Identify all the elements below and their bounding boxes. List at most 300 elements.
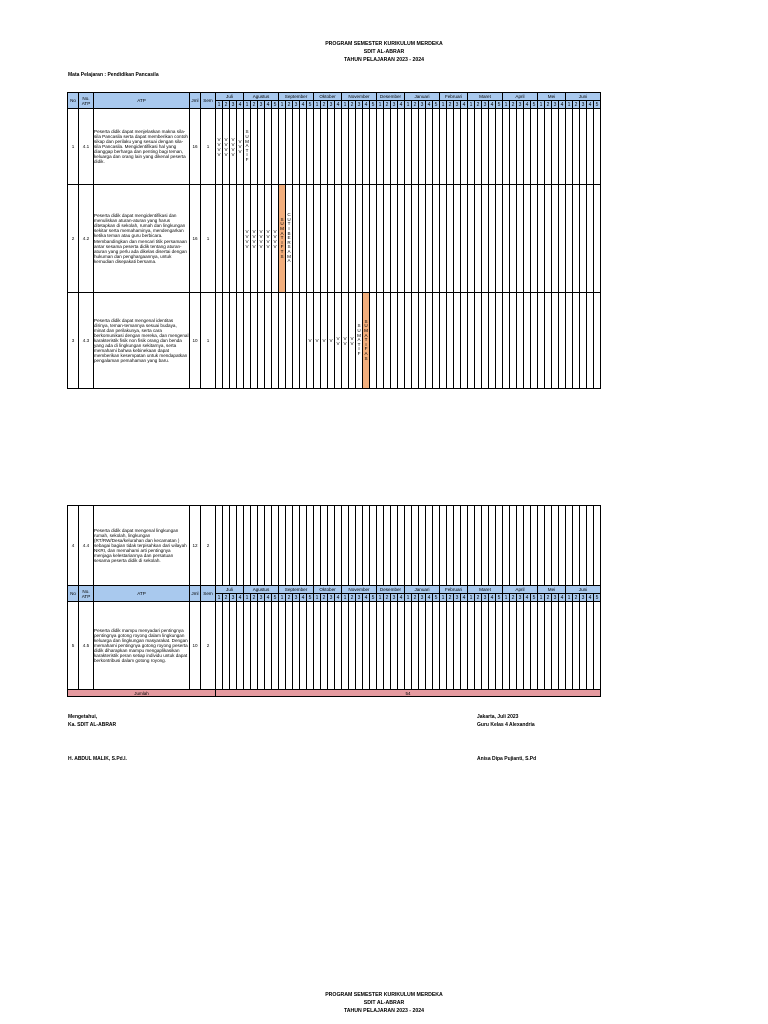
week-cell bbox=[391, 506, 398, 586]
week-cell bbox=[587, 293, 594, 389]
week-cell bbox=[349, 602, 356, 690]
week-number: 3 bbox=[454, 594, 461, 602]
week-cell: V V V V bbox=[251, 185, 258, 293]
week-cell bbox=[503, 109, 510, 185]
week-cell bbox=[384, 602, 391, 690]
week-number: 3 bbox=[419, 594, 426, 602]
week-number: 1 bbox=[440, 594, 447, 602]
month-header: Maret bbox=[468, 586, 503, 594]
month-header: November bbox=[342, 93, 377, 101]
col-no: No bbox=[68, 93, 79, 109]
week-cell: S U M A T I F bbox=[244, 109, 251, 185]
week-cell bbox=[454, 602, 461, 690]
week-number: 1 bbox=[377, 101, 384, 109]
week-number: 5 bbox=[594, 594, 601, 602]
week-number: 2 bbox=[384, 594, 391, 602]
week-cell bbox=[552, 506, 559, 586]
week-cell bbox=[440, 506, 447, 586]
week-cell bbox=[307, 185, 314, 293]
week-cell bbox=[356, 602, 363, 690]
week-number: 4 bbox=[587, 594, 594, 602]
week-number: 2 bbox=[545, 101, 552, 109]
week-cell bbox=[286, 293, 293, 389]
hours-count: 10 bbox=[190, 293, 201, 389]
semester: 2 bbox=[201, 506, 216, 586]
week-number: 4 bbox=[559, 594, 566, 602]
month-header: Mei bbox=[538, 93, 566, 101]
week-cell bbox=[321, 109, 328, 185]
week-number: 1 bbox=[566, 594, 573, 602]
week-cell bbox=[496, 506, 503, 586]
week-cell bbox=[314, 506, 321, 586]
atp-number: 4.1 bbox=[79, 109, 94, 185]
week-number: 3 bbox=[552, 101, 559, 109]
week-cell bbox=[328, 602, 335, 690]
week-cell bbox=[524, 506, 531, 586]
week-cell bbox=[454, 506, 461, 586]
week-number: 2 bbox=[412, 101, 419, 109]
week-cell bbox=[279, 109, 286, 185]
week-cell bbox=[412, 506, 419, 586]
week-cell bbox=[370, 109, 377, 185]
week-number: 4 bbox=[300, 594, 307, 602]
week-number: 2 bbox=[412, 594, 419, 602]
week-cell bbox=[517, 506, 524, 586]
week-number: 3 bbox=[230, 101, 237, 109]
week-cell bbox=[580, 506, 587, 586]
week-cell bbox=[559, 602, 566, 690]
week-cell bbox=[328, 185, 335, 293]
semester: 1 bbox=[201, 109, 216, 185]
week-number: 1 bbox=[314, 101, 321, 109]
week-cell bbox=[489, 109, 496, 185]
week-cell bbox=[573, 185, 580, 293]
week-cell bbox=[356, 506, 363, 586]
week-cell bbox=[454, 185, 461, 293]
month-header: Maret bbox=[468, 93, 503, 101]
document-title bbox=[0, 40, 768, 64]
week-cell bbox=[293, 293, 300, 389]
week-cell: V V bbox=[342, 293, 349, 389]
week-cell bbox=[545, 293, 552, 389]
week-cell bbox=[496, 185, 503, 293]
week-number: 4 bbox=[559, 101, 566, 109]
week-cell bbox=[363, 506, 370, 586]
week-cell bbox=[531, 109, 538, 185]
week-cell bbox=[538, 602, 545, 690]
week-cell bbox=[566, 185, 573, 293]
week-cell: V V V V bbox=[272, 185, 279, 293]
week-number: 3 bbox=[356, 594, 363, 602]
week-cell bbox=[538, 109, 545, 185]
week-cell bbox=[447, 506, 454, 586]
week-cell bbox=[321, 506, 328, 586]
week-cell bbox=[461, 293, 468, 389]
month-header: Juni bbox=[566, 586, 601, 594]
week-cell bbox=[573, 506, 580, 586]
week-cell bbox=[223, 506, 230, 586]
week-cell bbox=[258, 293, 265, 389]
approval-label: Mengetahui, bbox=[68, 714, 98, 720]
week-cell bbox=[342, 602, 349, 690]
col-no-atp: No. ATP bbox=[79, 586, 94, 602]
month-header: Oktober bbox=[314, 586, 342, 594]
week-cell bbox=[342, 506, 349, 586]
month-header: Mei bbox=[538, 586, 566, 594]
week-cell bbox=[419, 293, 426, 389]
col-sem: Sem bbox=[201, 93, 216, 109]
week-cell bbox=[545, 185, 552, 293]
week-cell bbox=[447, 293, 454, 389]
week-number: 3 bbox=[517, 594, 524, 602]
week-cell bbox=[482, 109, 489, 185]
atp-row bbox=[68, 293, 601, 389]
week-cell: S U M A T I F T S bbox=[279, 185, 286, 293]
week-cell bbox=[230, 506, 237, 586]
week-number: 2 bbox=[573, 101, 580, 109]
week-number: 3 bbox=[552, 594, 559, 602]
week-number: 4 bbox=[587, 101, 594, 109]
week-cell bbox=[258, 109, 265, 185]
week-number: 5 bbox=[594, 101, 601, 109]
week-cell bbox=[377, 185, 384, 293]
hours-count: 16 bbox=[190, 109, 201, 185]
atp-row bbox=[68, 109, 601, 185]
teacher-block bbox=[477, 713, 535, 729]
week-cell bbox=[265, 506, 272, 586]
week-number: 2 bbox=[475, 594, 482, 602]
week-cell bbox=[440, 109, 447, 185]
week-cell bbox=[454, 109, 461, 185]
week-number: 4 bbox=[237, 594, 244, 602]
week-number: 3 bbox=[293, 101, 300, 109]
week-cell bbox=[594, 602, 601, 690]
week-cell bbox=[223, 185, 230, 293]
week-cell bbox=[216, 185, 223, 293]
week-cell bbox=[237, 506, 244, 586]
month-header: September bbox=[279, 93, 314, 101]
col-no-atp: No. ATP bbox=[79, 93, 94, 109]
week-number: 1 bbox=[538, 594, 545, 602]
week-cell bbox=[251, 506, 258, 586]
week-number: 4 bbox=[524, 101, 531, 109]
week-cell bbox=[517, 602, 524, 690]
week-number: 1 bbox=[279, 101, 286, 109]
week-number: 1 bbox=[405, 594, 412, 602]
week-cell bbox=[433, 506, 440, 586]
month-header: Januari bbox=[405, 93, 440, 101]
week-number: 4 bbox=[335, 101, 342, 109]
week-number: 2 bbox=[545, 594, 552, 602]
week-number: 2 bbox=[447, 101, 454, 109]
row-number: 3 bbox=[68, 293, 79, 389]
week-number: 5 bbox=[496, 101, 503, 109]
month-header: Februari bbox=[440, 93, 468, 101]
week-cell bbox=[335, 185, 342, 293]
week-cell bbox=[405, 109, 412, 185]
week-number: 3 bbox=[356, 101, 363, 109]
week-cell bbox=[594, 506, 601, 586]
week-cell bbox=[559, 506, 566, 586]
week-cell bbox=[517, 185, 524, 293]
week-cell bbox=[419, 109, 426, 185]
atp-description: Peserta didik dapat mengenal lingkungan rumah, sekolah, lingkungan (RT/RW/Desa/kelurahan dan kecamatan ) sebagai bagian tidak terpisahkan dari wilayah NKRI, dan memahami arti pentingnya menjaga kelestariannya dan persatuan sesama peserta didik di sekolah. bbox=[94, 506, 190, 586]
week-number: 4 bbox=[461, 101, 468, 109]
week-cell bbox=[419, 506, 426, 586]
month-header: September bbox=[279, 586, 314, 594]
week-cell bbox=[321, 602, 328, 690]
atp-number: 4.3 bbox=[79, 293, 94, 389]
week-cell bbox=[300, 602, 307, 690]
week-cell bbox=[566, 109, 573, 185]
week-cell bbox=[244, 293, 251, 389]
week-cell bbox=[237, 185, 244, 293]
week-number: 4 bbox=[489, 594, 496, 602]
week-number: 1 bbox=[216, 594, 223, 602]
week-cell bbox=[538, 185, 545, 293]
week-cell: V bbox=[321, 293, 328, 389]
week-number: 3 bbox=[580, 594, 587, 602]
row-number: 5 bbox=[68, 602, 79, 690]
month-header: April bbox=[503, 586, 538, 594]
week-number: 5 bbox=[370, 594, 377, 602]
week-cell bbox=[419, 602, 426, 690]
week-number: 4 bbox=[524, 594, 531, 602]
week-cell bbox=[363, 602, 370, 690]
week-cell bbox=[307, 506, 314, 586]
week-number: 3 bbox=[258, 101, 265, 109]
week-cell: V V V bbox=[237, 109, 244, 185]
week-cell bbox=[573, 109, 580, 185]
approval-block bbox=[68, 713, 116, 729]
week-cell bbox=[398, 185, 405, 293]
week-cell bbox=[237, 602, 244, 690]
week-cell bbox=[342, 185, 349, 293]
week-cell bbox=[223, 602, 230, 690]
week-number: 1 bbox=[216, 101, 223, 109]
semester: 2 bbox=[201, 602, 216, 690]
week-cell bbox=[244, 506, 251, 586]
week-cell bbox=[503, 293, 510, 389]
week-number: 4 bbox=[461, 594, 468, 602]
week-cell bbox=[566, 293, 573, 389]
week-cell bbox=[307, 109, 314, 185]
week-number: 5 bbox=[307, 101, 314, 109]
week-number: 3 bbox=[258, 594, 265, 602]
title-line-3: TAHUN PELAJARAN 2023 - 2024 bbox=[343, 57, 425, 63]
col-no: No bbox=[68, 586, 79, 602]
week-cell bbox=[286, 602, 293, 690]
week-cell bbox=[545, 109, 552, 185]
week-number: 1 bbox=[468, 101, 475, 109]
week-cell bbox=[552, 602, 559, 690]
week-cell bbox=[272, 293, 279, 389]
week-cell bbox=[279, 506, 286, 586]
week-cell bbox=[265, 109, 272, 185]
week-cell bbox=[482, 293, 489, 389]
week-cell bbox=[370, 185, 377, 293]
week-cell: V V V V bbox=[230, 109, 237, 185]
schedule-table-page2 bbox=[67, 505, 601, 697]
week-cell bbox=[538, 293, 545, 389]
week-cell bbox=[321, 185, 328, 293]
week-cell bbox=[559, 293, 566, 389]
week-cell bbox=[580, 109, 587, 185]
week-cell bbox=[307, 602, 314, 690]
week-cell bbox=[517, 293, 524, 389]
week-cell bbox=[342, 109, 349, 185]
week-number: 1 bbox=[314, 594, 321, 602]
week-cell bbox=[468, 602, 475, 690]
week-cell bbox=[475, 109, 482, 185]
week-number: 2 bbox=[475, 101, 482, 109]
week-number: 3 bbox=[328, 594, 335, 602]
week-cell bbox=[447, 185, 454, 293]
week-cell bbox=[489, 185, 496, 293]
title-line-1: PROGRAM SEMESTER KURIKULUM MERDEKA bbox=[325, 992, 443, 998]
week-cell bbox=[531, 293, 538, 389]
atp-row bbox=[68, 185, 601, 293]
week-cell bbox=[524, 602, 531, 690]
week-cell bbox=[587, 506, 594, 586]
week-number: 1 bbox=[244, 594, 251, 602]
week-cell bbox=[258, 506, 265, 586]
row-number: 1 bbox=[68, 109, 79, 185]
week-cell bbox=[510, 185, 517, 293]
week-number: 3 bbox=[328, 101, 335, 109]
semester: 1 bbox=[201, 185, 216, 293]
week-number: 1 bbox=[244, 101, 251, 109]
week-number: 3 bbox=[391, 101, 398, 109]
week-cell bbox=[496, 109, 503, 185]
total-label: Jumlah bbox=[68, 690, 216, 697]
principal-title: Ka. SDIT AL-ABRAR bbox=[68, 722, 117, 728]
week-cell bbox=[230, 602, 237, 690]
week-number: 4 bbox=[426, 101, 433, 109]
week-cell bbox=[349, 506, 356, 586]
week-cell bbox=[412, 109, 419, 185]
week-cell bbox=[573, 602, 580, 690]
week-cell bbox=[503, 602, 510, 690]
month-header: Desember bbox=[377, 93, 405, 101]
week-cell bbox=[216, 602, 223, 690]
week-cell bbox=[594, 185, 601, 293]
week-number: 1 bbox=[405, 101, 412, 109]
week-cell bbox=[370, 506, 377, 586]
week-cell bbox=[475, 602, 482, 690]
week-number: 3 bbox=[580, 101, 587, 109]
month-header: Juli bbox=[216, 586, 244, 594]
col-jml: Jml bbox=[190, 586, 201, 602]
week-number: 2 bbox=[251, 594, 258, 602]
week-cell bbox=[468, 185, 475, 293]
title-line-1: PROGRAM SEMESTER KURIKULUM MERDEKA bbox=[325, 41, 443, 47]
week-cell bbox=[398, 109, 405, 185]
week-cell bbox=[440, 602, 447, 690]
week-cell bbox=[377, 109, 384, 185]
week-cell bbox=[300, 506, 307, 586]
week-cell bbox=[293, 109, 300, 185]
week-cell bbox=[454, 293, 461, 389]
week-cell bbox=[426, 506, 433, 586]
week-cell: V V V V bbox=[258, 185, 265, 293]
week-number: 2 bbox=[286, 594, 293, 602]
week-cell: V bbox=[314, 293, 321, 389]
week-cell bbox=[251, 602, 258, 690]
month-header: Agustus bbox=[244, 93, 279, 101]
week-cell: C U T I B E R S A M A bbox=[286, 185, 293, 293]
week-cell bbox=[398, 506, 405, 586]
week-number: 1 bbox=[503, 101, 510, 109]
week-cell bbox=[468, 506, 475, 586]
principal-name: H. ABDUL MALIK, S.Pd.I. bbox=[68, 756, 127, 762]
week-cell bbox=[566, 602, 573, 690]
semester: 1 bbox=[201, 293, 216, 389]
week-number: 2 bbox=[510, 101, 517, 109]
week-number: 3 bbox=[391, 594, 398, 602]
week-cell bbox=[489, 602, 496, 690]
week-cell bbox=[510, 506, 517, 586]
week-cell bbox=[398, 602, 405, 690]
week-cell bbox=[489, 293, 496, 389]
atp-number: 4.4 bbox=[79, 506, 94, 586]
month-header: April bbox=[503, 93, 538, 101]
week-cell bbox=[559, 185, 566, 293]
title-line-3: TAHUN PELAJARAN 2023 - 2024 bbox=[343, 1008, 425, 1014]
week-cell bbox=[426, 109, 433, 185]
week-cell bbox=[475, 293, 482, 389]
week-cell bbox=[461, 185, 468, 293]
week-cell bbox=[440, 293, 447, 389]
week-cell bbox=[377, 506, 384, 586]
week-cell bbox=[531, 506, 538, 586]
week-cell bbox=[433, 602, 440, 690]
atp-row bbox=[68, 602, 601, 690]
week-cell bbox=[580, 293, 587, 389]
week-cell bbox=[419, 185, 426, 293]
week-number: 4 bbox=[237, 101, 244, 109]
week-cell bbox=[510, 109, 517, 185]
week-cell bbox=[230, 185, 237, 293]
week-cell bbox=[258, 602, 265, 690]
week-number: 4 bbox=[300, 101, 307, 109]
week-cell bbox=[405, 506, 412, 586]
week-number: 1 bbox=[538, 101, 545, 109]
schedule-table-page1 bbox=[67, 92, 601, 389]
week-cell bbox=[510, 293, 517, 389]
week-cell bbox=[314, 109, 321, 185]
month-header: Februari bbox=[440, 586, 468, 594]
atp-description: Peserta didik mampu menyadari pentingnya pentingnya gotong royong dalam lingkungan keluarga dan lingkungan masyarakat. Dengan memahami pentingnya gotong royong peserta didik diharapkan mampu mengaplikasikan karakteristik peran setiap individu untuk dapat berkontribusi dalam gotong royong. bbox=[94, 602, 190, 690]
week-number: 3 bbox=[293, 594, 300, 602]
week-number: 5 bbox=[531, 594, 538, 602]
week-cell bbox=[286, 109, 293, 185]
week-cell bbox=[363, 109, 370, 185]
week-cell bbox=[587, 185, 594, 293]
week-cell bbox=[349, 109, 356, 185]
total-row bbox=[68, 690, 601, 697]
week-cell bbox=[251, 293, 258, 389]
week-cell bbox=[335, 109, 342, 185]
week-number: 4 bbox=[335, 594, 342, 602]
week-number: 4 bbox=[363, 101, 370, 109]
week-cell bbox=[384, 293, 391, 389]
hours-count: 12 bbox=[190, 506, 201, 586]
teacher-name: Anisa Dipa Pujianti, S.Pd bbox=[477, 756, 537, 762]
week-cell bbox=[559, 109, 566, 185]
week-number: 5 bbox=[370, 101, 377, 109]
week-cell bbox=[279, 602, 286, 690]
